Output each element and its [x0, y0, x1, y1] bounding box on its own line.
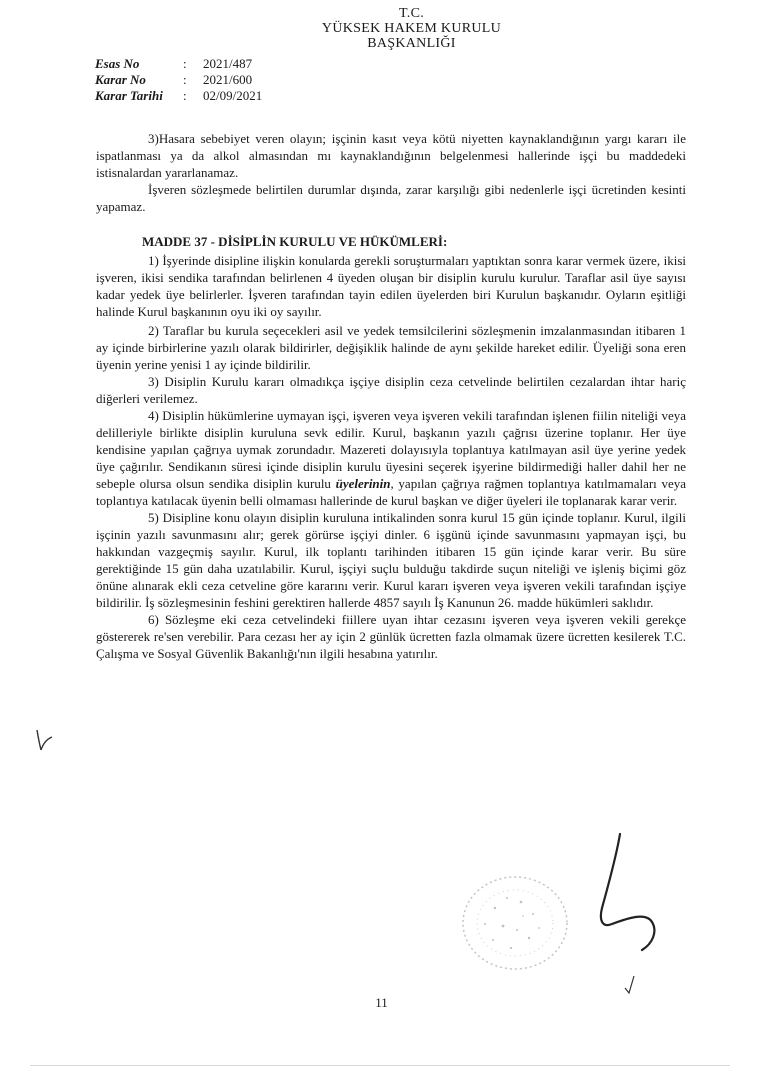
footer-divider — [30, 1065, 730, 1066]
meta-row-karar — [95, 72, 262, 88]
official-stamp — [455, 868, 575, 978]
tick-mark — [622, 972, 638, 996]
intro-paragraph-1: 3)Hasara sebebiyet veren olayın; işçinin kasıt veya kötü niyetten kaynaklandığının yargı kararı ile ispatlanması ya da alkol almasından mı kaynaklandığının belgelenmesi hallerinde işçi bu maddedeki istisnalardan yararlanamaz. — [96, 131, 686, 180]
paragraph-6: 6) Sözleşme eki ceza cetvelindeki fiillere uyan ihtar cezasını işveren veya işveren vekili gerekçe göstererek re'sen verebilir. Para cezası her ay için 2 günlük ücretten fazla olmamak üzere ücretten kesilerek T.C. Çalışma ve Sosyal Güvenlik Bakanlığı'nın ilgili hesabına yatırılır. — [96, 612, 686, 661]
signature-mark — [572, 828, 672, 958]
meta-value: 02/09/2021 — [203, 88, 263, 103]
meta-value: 2021/600 — [203, 72, 253, 87]
paragraph-4-emphasis: üyelerinin — [335, 476, 391, 491]
margin-check-mark — [34, 728, 54, 754]
paragraph-1: 1) İşyerinde disipline ilişkin konularda gerekli soruşturmaları yaptıktan sonra karar vermek üzere, ikisi işveren, ikisi sendika tarafından belirlenen 4 üyeden oluşan bir disiplin kurulu kurulur. Taraflar asil üye sayısı kadar yedek üye belirlerler. İşveren tarafından tayin edilen üyelerden biri Kurulun başkanıdır. Oyların eşitliği halinde Kurul başkanının oyu iki oy sayılır. — [96, 253, 686, 319]
header-line-tc: T.C. — [398, 6, 425, 21]
paragraph-4-part-a: 4) Disiplin hükümlerine uymayan işçi, işveren veya işveren vekili tarafından işlenen fiilin niteliği veya delilleriyle birlikte disiplin kuruluna sevk edilir. Kurul, başkanın yazılı çağrısı üzerine toplanır. Her üye kendisine yapılan çağrıya uymak zorundadır. Mazereti dolayısıyla toplantıya katılmayan asil üye yerine yedek üye çağırılır. Sendikanın süresi içinde disiplin kurulu üyesini seçerek işyerine bildirmediği haller dahil her ne sebeple olursa olsun sendika disiplin kurulu — [96, 408, 686, 491]
paragraph-4 — [96, 407, 686, 509]
paragraph-2: 2) Taraflar bu kurula seçecekleri asil ve yedek temsilcilerini sözleşmenin imzalanmasından itibaren 1 ay içinde birbirlerine yazılı olarak bildirirler, değişiklik halinde de aynı şekilde hareket edilir. Üyeliği sona eren üyenin yerine yenisi 1 ay içinde bildirilir. — [96, 323, 686, 372]
case-metadata — [95, 56, 262, 104]
meta-row-tarih — [95, 88, 262, 104]
page-number: 11 — [375, 995, 388, 1010]
header-line-institution: YÜKSEK HAKEM KURULU — [321, 21, 502, 36]
header-line-presidency: BAŞKANLIĞI — [367, 36, 456, 51]
intro-paragraph-2: İşveren sözleşmede belirtilen durumlar dışında, zarar karşılığı gibi nedenlerle işçi ücretinden kesinti yapamaz. — [96, 182, 686, 214]
section-title: MADDE 37 - DİSİPLİN KURULU VE HÜKÜMLERİ: — [142, 234, 448, 249]
meta-colon: : — [183, 56, 187, 71]
meta-value: 2021/487 — [203, 56, 253, 71]
meta-label: Karar Tarihi — [95, 88, 163, 103]
paragraph-3: 3) Disiplin Kurulu kararı olmadıkça işçiye disiplin ceza cetvelinde belirtilen cezalardan ihtar hariç diğerleri verilemez. — [96, 374, 686, 406]
document-body — [96, 130, 686, 662]
meta-label: Karar No — [95, 72, 146, 87]
document-header — [0, 6, 763, 51]
meta-colon: : — [183, 88, 187, 103]
paragraph-5: 5) Disipline konu olayın disiplin kuruluna intikalinden sonra kurul 15 gün içinde toplanır. Kurul, ilgili işçinin yazılı savunmasını alır; gerek görürse işçiyi dinler. 6 işgünü içinde savunmasını yapmayan işçi, bu hakkından vazgeçmiş sayılır. Kurul, ilk toplantı tarihinden itibaren 15 gün içinde karar verir. Bu süre gerektiğinde 15 gün daha uzatılabilir. Kurul, işçiyi suçlu bulduğu takdirde suçun niteliği ve işleniş biçimi göz önüne alınarak ekli ceza cetveline göre kararını verir. Kurul kararı işveren veya işveren vekili tarafından işçiye bildirilir. İş sözleşmesinin feshini gerektiren hallerde 4857 sayılı İş Kanunun 26. madde hükümleri saklıdır. — [96, 510, 686, 610]
paragraph-4-part-b: , yapılan çağrıya rağmen toplantıya katılmamaları veya toplantıya katılacak üyenin belli olmaması hallerinde de kurul başkan ve diğer üyeleri ile toplanarak karar verir. — [96, 476, 686, 508]
meta-row-esas — [95, 56, 262, 72]
meta-label: Esas No — [95, 56, 140, 71]
meta-colon: : — [183, 72, 187, 87]
